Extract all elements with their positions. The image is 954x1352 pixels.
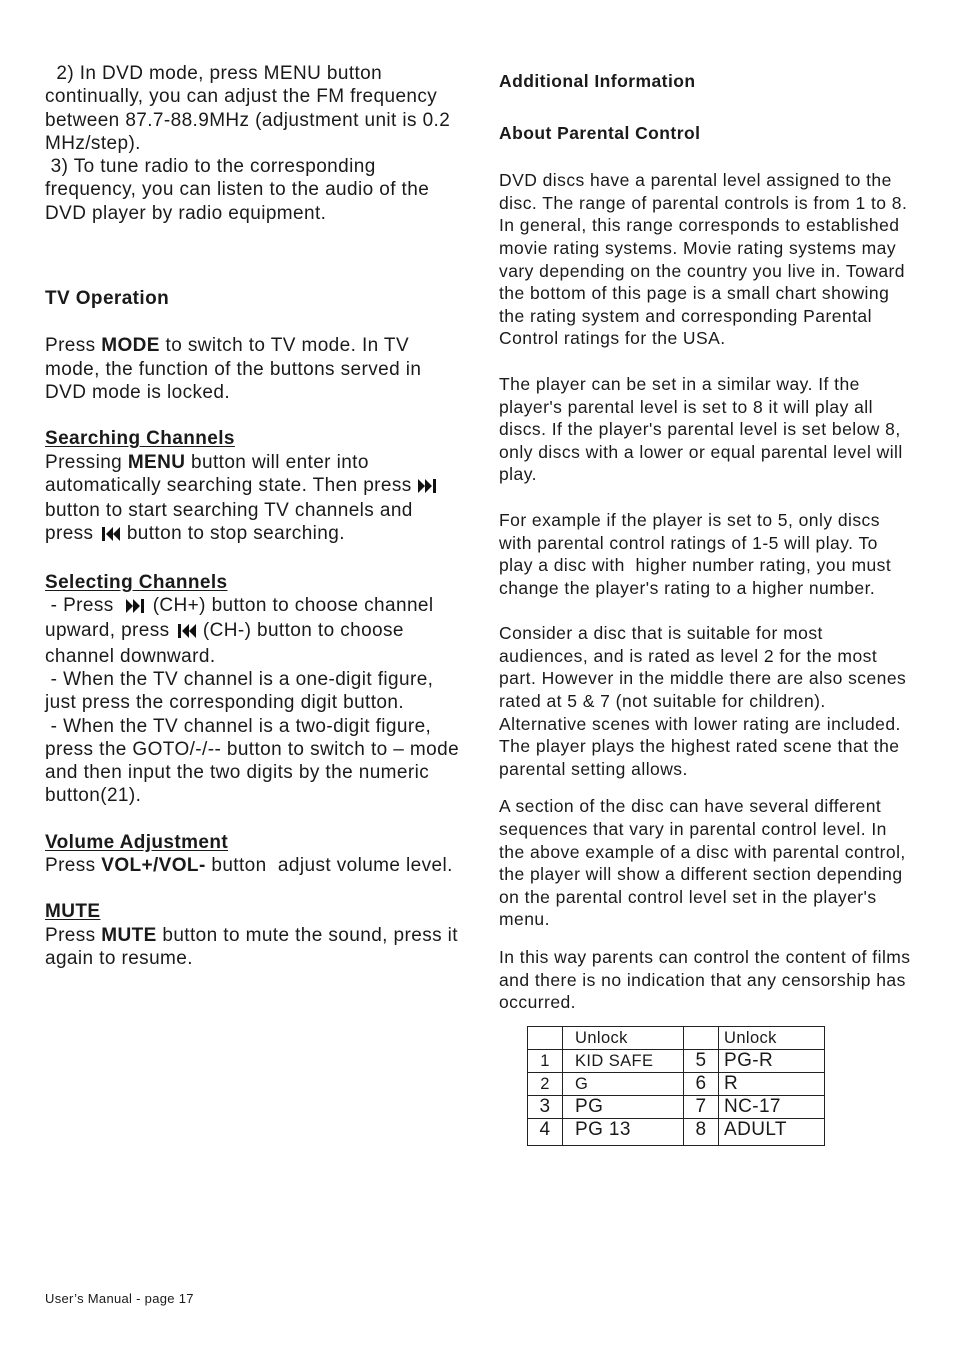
parental-paragraph-1: DVD discs have a parental level assigned to the disc. The range of parental controls is from 1 to 8. In general, this range corresponds to established movie rating systems. Movie rating systems may vary depending on the country you live in. Toward the bottom of this page is a small chart showing the rating system and corresponding Parental Control ratings for the USA. (499, 170, 908, 349)
table-row: 3 PG 7 NC-17 (528, 1095, 825, 1118)
selecting-channels-paragraph: - Press (CH+) button to choose channel upward, press (CH-) button to choose channel downward. (45, 595, 434, 667)
left-column (45, 62, 465, 970)
dvd-menu-paragraph: 2) In DVD mode, press MENU button continually, you can adjust the FM frequency between 87.7-88.9MHz (adjustment unit is 0.2 MHz/step). (45, 63, 451, 154)
unlock-header-left: Unlock (563, 1026, 684, 1049)
volume-paragraph: Press VOL+/VOL- button adjust volume level. (45, 855, 453, 877)
tv-mode-paragraph: Press MODE to switch to TV mode. In TV mode, the function of the buttons served in DVD mode is locked. (45, 335, 422, 403)
table-row: 2 G 6 R (528, 1072, 825, 1095)
mute-paragraph: Press MUTE button to mute the sound, press it again to resume. (45, 924, 458, 969)
selecting-channels-heading: Selecting Channels (45, 571, 228, 593)
parental-paragraph-2: The player can be set in a similar way. If the player's parental level is set to 8 it will play all discs. If the player's parental level is set below 8, only discs with a lower or equal parental level will play. (499, 373, 903, 485)
table-row: 1 KID SAFE 5 PG-R (528, 1049, 825, 1072)
parental-paragraph-4: Consider a disc that is suitable for most audiences, and is rated as level 2 for the most part. However in the middle there are also scenes rated at 5 & 7 (not suitable for children). Alternative scenes with lower rating are included. The player plays the highest rated scene that the parental setting allows. (499, 623, 907, 779)
parental-rating-table (527, 1026, 825, 1146)
table-row: 4 PG 13 8 ADULT (528, 1118, 825, 1145)
searching-channels-paragraph: Pressing MENU button will enter into automatically searching state. Then press button to start searching TV channels and press button to stop searching. (45, 451, 465, 548)
next-track-icon (126, 596, 146, 619)
mute-heading: MUTE (45, 901, 101, 923)
right-column (499, 62, 914, 1146)
page-footer: User’s Manual - page 17 (45, 1291, 194, 1306)
tv-operation-heading: TV Operation (45, 288, 170, 310)
unlock-header-right: Unlock (719, 1026, 825, 1049)
parental-paragraph-3: For example if the player is set to 5, only discs with parental control ratings of 1-5 will play. To play a disc with higher number rating, you must change the player's rating to a higher number. (499, 509, 892, 598)
additional-information-heading: Additional Information (499, 71, 696, 91)
parental-paragraph-6: In this way parents can control the content of films and there is no indication that any censorship has occurred. (499, 947, 911, 1013)
previous-track-icon (176, 621, 196, 644)
one-digit-paragraph: - When the TV channel is a one-digit figure, just press the corresponding digit button. (45, 668, 434, 714)
next-track-icon (418, 476, 438, 499)
parental-paragraph-5: A section of the disc can have several different sequences that vary in parental control level. In the above example of a disc with parental control, the player will show a different section depending on the parental control level set in the player's menu. (499, 796, 906, 930)
parental-control-heading: About Parental Control (499, 122, 701, 143)
table-header-row (528, 1026, 825, 1049)
two-digit-paragraph: - When the TV channel is a two-digit figure, press the GOTO/-/-- button to switch to – mode and then input the two digits by the numeric button(21). (45, 715, 460, 807)
tune-radio-paragraph: 3) To tune radio to the corresponding frequency, you can listen to the audio of the DVD player by radio equipment. (45, 156, 430, 224)
searching-channels-heading: Searching Channels (45, 428, 235, 450)
volume-adjustment-heading: Volume Adjustment (45, 831, 229, 853)
previous-track-icon (100, 524, 120, 547)
